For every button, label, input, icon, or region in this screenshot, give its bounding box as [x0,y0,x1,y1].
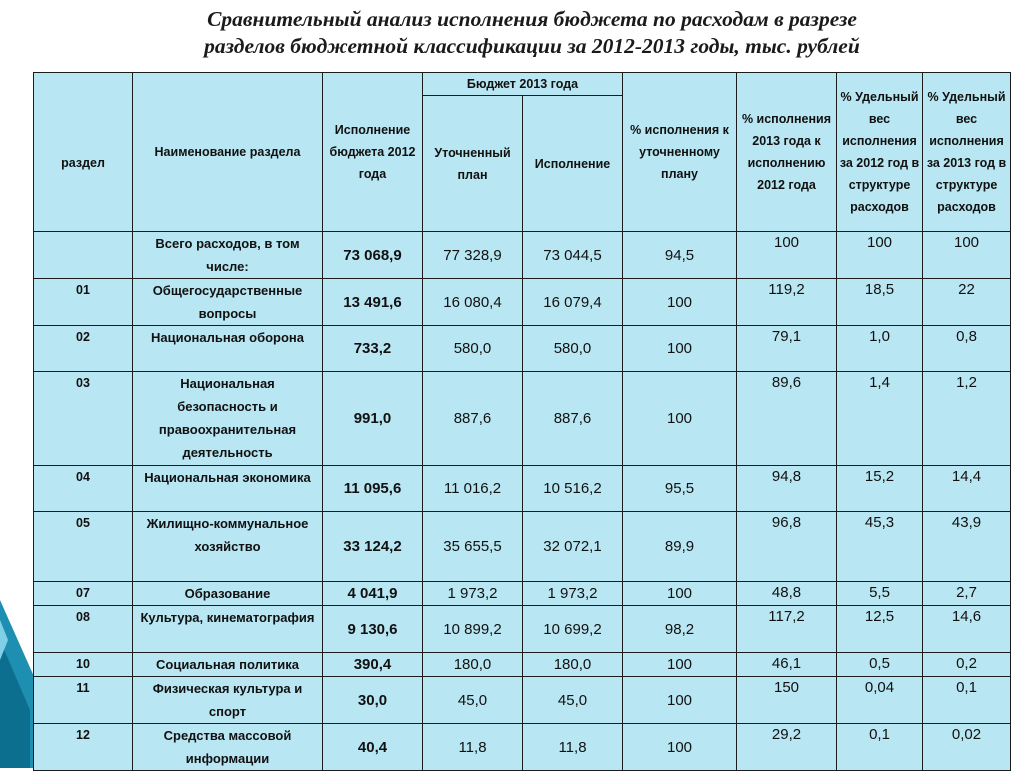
cell-exec-2012: 13 491,6 [323,279,423,326]
cell-plan-2013: 45,0 [423,677,523,724]
cell-pct-plan: 95,5 [623,466,737,512]
cell-share-2012: 0,04 [837,677,923,724]
cell-exec-2012: 30,0 [323,677,423,724]
header-exec: Исполнение [523,96,623,232]
cell-pct-2012: 150 [737,677,837,724]
table-body [34,232,1011,771]
table-row [34,606,1011,653]
cell-name: Общегосударственные вопросы [133,279,323,326]
cell-name: Средства массовой информации [133,724,323,771]
cell-share-2013: 1,2 [923,372,1011,466]
cell-name: Культура, кинематография [133,606,323,653]
cell-code: 10 [34,653,133,677]
cell-share-2012: 0,5 [837,653,923,677]
cell-pct-2012: 29,2 [737,724,837,771]
cell-code: 03 [34,372,133,466]
cell-pct-plan: 100 [623,372,737,466]
cell-pct-2012: 94,8 [737,466,837,512]
cell-name: Жилищно-коммунальное хозяйство [133,512,323,582]
cell-exec-2013: 580,0 [523,326,623,372]
cell-plan-2013: 77 328,9 [423,232,523,279]
cell-exec-2013: 180,0 [523,653,623,677]
table-row [34,582,1011,606]
page-title [40,6,1024,60]
cell-exec-2013: 45,0 [523,677,623,724]
cell-code: 12 [34,724,133,771]
table-row [34,466,1011,512]
table-row [34,653,1011,677]
header-exec-2012: Исполнение бюджета 2012 года [323,73,423,232]
cell-exec-2013: 10 516,2 [523,466,623,512]
cell-pct-2012: 46,1 [737,653,837,677]
table-row [34,512,1011,582]
cell-pct-2012: 89,6 [737,372,837,466]
cell-exec-2013: 16 079,4 [523,279,623,326]
cell-share-2012: 1,0 [837,326,923,372]
cell-plan-2013: 35 655,5 [423,512,523,582]
cell-share-2013: 22 [923,279,1011,326]
cell-share-2012: 15,2 [837,466,923,512]
cell-pct-2012: 96,8 [737,512,837,582]
table-row [34,326,1011,372]
cell-plan-2013: 1 973,2 [423,582,523,606]
cell-plan-2013: 580,0 [423,326,523,372]
cell-exec-2012: 73 068,9 [323,232,423,279]
cell-pct-plan: 94,5 [623,232,737,279]
cell-pct-2012: 119,2 [737,279,837,326]
cell-pct-plan: 100 [623,653,737,677]
cell-plan-2013: 11,8 [423,724,523,771]
cell-plan-2013: 180,0 [423,653,523,677]
cell-code: 11 [34,677,133,724]
cell-pct-2012: 48,8 [737,582,837,606]
cell-share-2013: 43,9 [923,512,1011,582]
cell-exec-2012: 9 130,6 [323,606,423,653]
cell-exec-2012: 4 041,9 [323,582,423,606]
cell-pct-2012: 117,2 [737,606,837,653]
table-row [34,232,1011,279]
table-row [34,372,1011,466]
budget-table [33,72,1011,771]
header-plan: Уточненный план [423,96,523,232]
cell-code: 08 [34,606,133,653]
cell-name: Всего расходов, в том числе: [133,232,323,279]
cell-code: 02 [34,326,133,372]
header-pct-2012: % исполнения 2013 года к исполнению 2012 года [737,73,837,232]
cell-name: Национальная экономика [133,466,323,512]
cell-code: 01 [34,279,133,326]
cell-code: 07 [34,582,133,606]
cell-pct-plan: 100 [623,326,737,372]
cell-name: Социальная политика [133,653,323,677]
cell-name: Национальная оборона [133,326,323,372]
cell-pct-plan: 98,2 [623,606,737,653]
title-line-2: разделов бюджетной классификации за 2012-2013 годы, тыс. рублей [204,34,860,58]
cell-exec-2012: 11 095,6 [323,466,423,512]
table-row [34,677,1011,724]
cell-plan-2013: 887,6 [423,372,523,466]
cell-exec-2013: 10 699,2 [523,606,623,653]
table-row [34,279,1011,326]
cell-exec-2013: 32 072,1 [523,512,623,582]
cell-exec-2013: 73 044,5 [523,232,623,279]
cell-plan-2013: 16 080,4 [423,279,523,326]
header-budget-2013: Бюджет 2013 года [423,73,623,96]
header-razdel: раздел [34,73,133,232]
cell-name: Физическая культура и спорт [133,677,323,724]
cell-share-2013: 14,6 [923,606,1011,653]
cell-share-2013: 0,2 [923,653,1011,677]
cell-pct-plan: 100 [623,582,737,606]
cell-share-2012: 1,4 [837,372,923,466]
cell-pct-2012: 79,1 [737,326,837,372]
cell-plan-2013: 10 899,2 [423,606,523,653]
cell-pct-plan: 100 [623,677,737,724]
cell-share-2013: 0,8 [923,326,1011,372]
cell-pct-plan: 100 [623,724,737,771]
table-row [34,724,1011,771]
header-share-2013: % Удельный вес исполнения за 2013 год в структуре расходов [923,73,1011,232]
cell-exec-2012: 390,4 [323,653,423,677]
cell-exec-2013: 1 973,2 [523,582,623,606]
header-share-2012: % Удельный вес исполнения за 2012 год в структуре расходов [837,73,923,232]
cell-pct-plan: 100 [623,279,737,326]
header-name: Наименование раздела [133,73,323,232]
cell-pct-2012: 100 [737,232,837,279]
cell-exec-2012: 991,0 [323,372,423,466]
cell-share-2012: 45,3 [837,512,923,582]
cell-code [34,232,133,279]
cell-code: 04 [34,466,133,512]
cell-share-2012: 100 [837,232,923,279]
cell-exec-2013: 887,6 [523,372,623,466]
cell-share-2013: 0,02 [923,724,1011,771]
cell-name: Национальная безопасность и правоохранительная деятельность [133,372,323,466]
header-pct-plan: % исполнения к уточненному плану [623,73,737,232]
cell-exec-2012: 40,4 [323,724,423,771]
cell-pct-plan: 89,9 [623,512,737,582]
cell-exec-2012: 733,2 [323,326,423,372]
cell-code: 05 [34,512,133,582]
cell-name: Образование [133,582,323,606]
cell-share-2012: 18,5 [837,279,923,326]
cell-share-2013: 14,4 [923,466,1011,512]
cell-share-2012: 12,5 [837,606,923,653]
cell-exec-2012: 33 124,2 [323,512,423,582]
cell-share-2012: 5,5 [837,582,923,606]
cell-share-2013: 0,1 [923,677,1011,724]
cell-share-2012: 0,1 [837,724,923,771]
title-line-1: Сравнительный анализ исполнения бюджета по расходам в разрезе [207,7,857,31]
cell-share-2013: 2,7 [923,582,1011,606]
cell-plan-2013: 11 016,2 [423,466,523,512]
cell-exec-2013: 11,8 [523,724,623,771]
cell-share-2013: 100 [923,232,1011,279]
